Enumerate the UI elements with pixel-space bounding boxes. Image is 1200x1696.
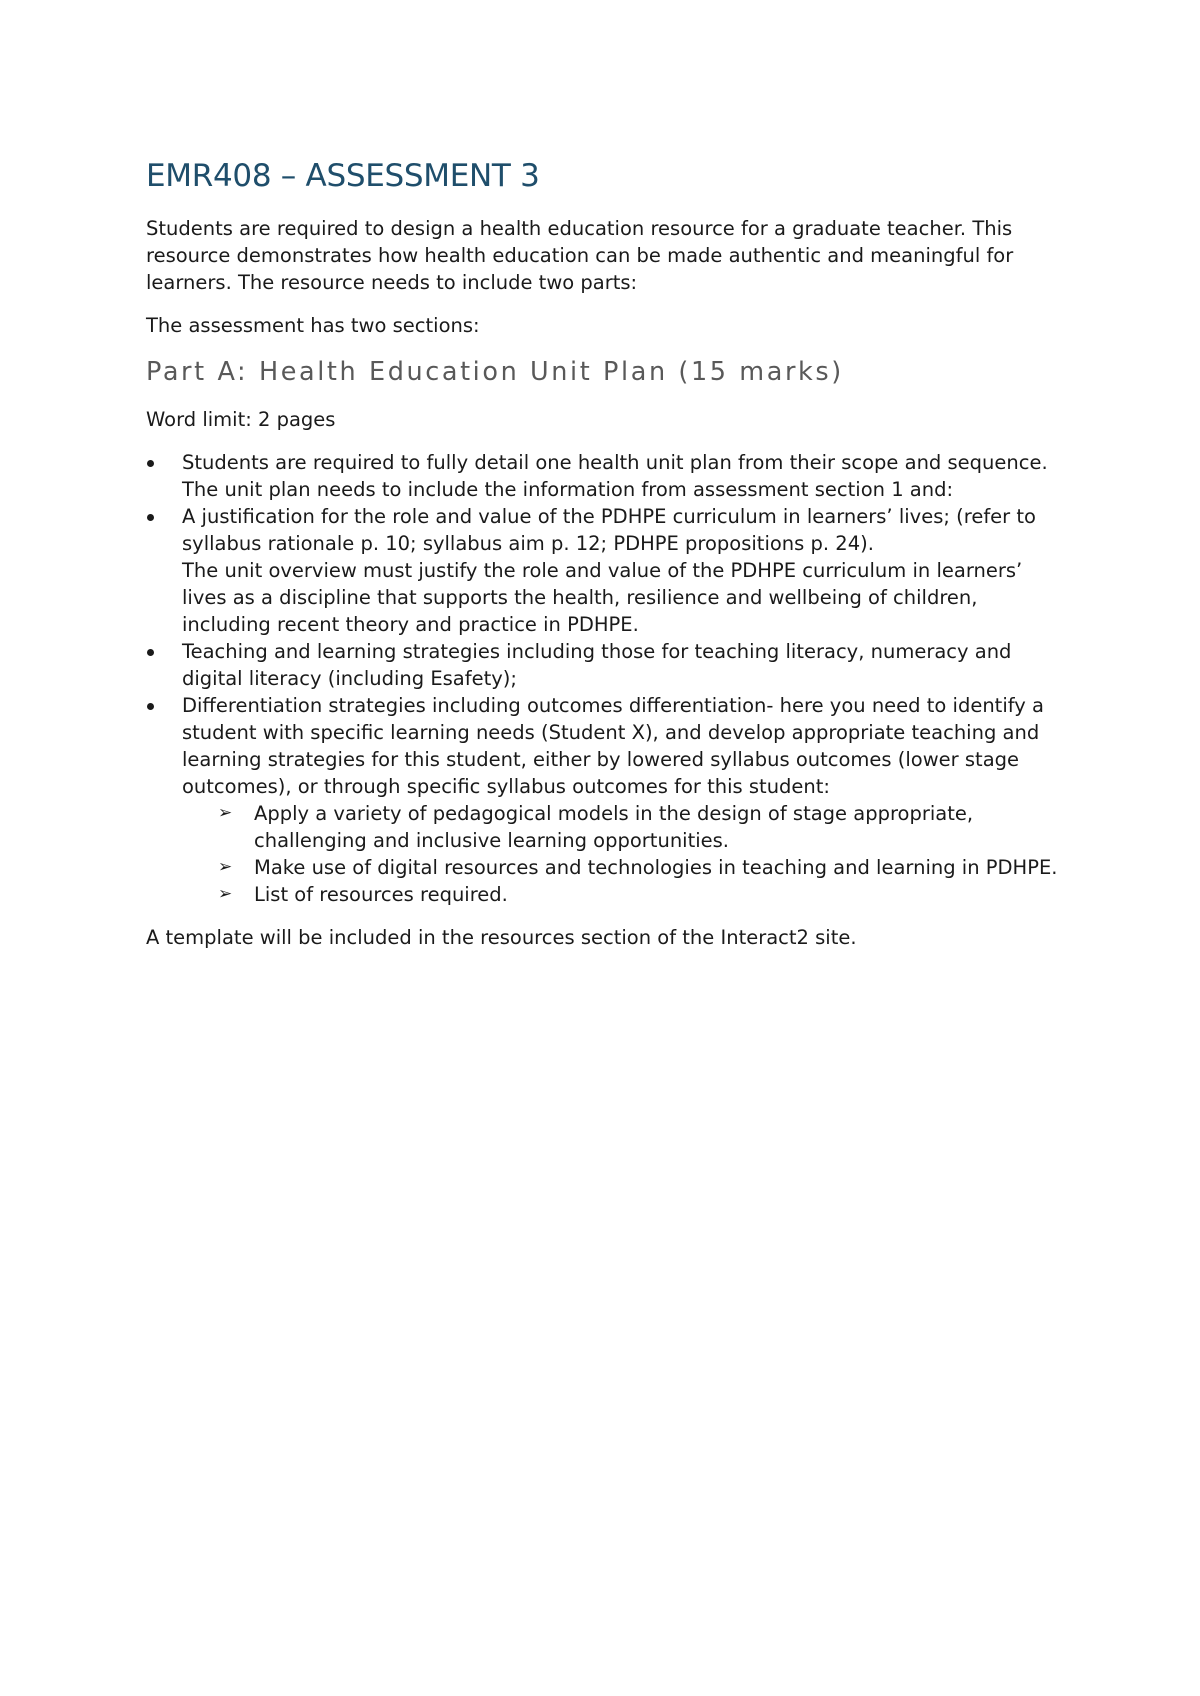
- arrow-bullet-icon: ➢: [218, 802, 233, 823]
- bullet-icon: [147, 703, 154, 710]
- bullet-icon: [147, 460, 154, 467]
- sub-list-item: [182, 854, 1066, 881]
- list-item: [146, 692, 1066, 908]
- list-item: [146, 503, 1066, 638]
- sub-list-item: [182, 881, 1066, 908]
- sub-list-item: [182, 800, 1066, 854]
- document-title: EMR408 – ASSESSMENT 3: [146, 158, 540, 194]
- list-item-text: Differentiation strategies including outcomes differentiation- here you need to identify a student with specific learning needs (Student X), and develop appropriate teaching and learning strategies for this student, either by lowered syllabus outcomes (lower stage outcomes), or through specific syllabus outcomes for this student:: [182, 693, 1044, 798]
- list-item: [146, 638, 1066, 692]
- sub-list-item-text: Apply a variety of pedagogical models in the design of stage appropriate, challenging and inclusive learning opportunities.: [254, 801, 974, 852]
- word-limit: Word limit: 2 pages: [146, 407, 336, 431]
- requirements-list: [146, 449, 1066, 908]
- list-item: [146, 449, 1066, 503]
- list-item-text: Teaching and learning strategies including those for teaching literacy, numeracy and digital literacy (including Esafety);: [182, 639, 1012, 690]
- list-item-text: A justification for the role and value of the PDHPE curriculum in learners’ lives; (refer to syllabus rationale p. 10; syllabus aim p. 12; PDHPE propositions p. 24).: [182, 504, 1036, 555]
- intro-paragraph: Students are required to design a health education resource for a graduate teacher. This resource demonstrates how health education can be made authentic and meaningful for learners. The resource needs to include two parts:: [146, 217, 1014, 295]
- bullet-icon: [147, 649, 154, 656]
- sub-list-item-text: Make use of digital resources and technologies in teaching and learning in PDHPE.: [254, 855, 1058, 879]
- document-page: [146, 158, 1066, 951]
- list-item-extra-text: The unit overview must justify the role and value of the PDHPE curriculum in learners’ lives as a discipline that supports the health, resilience and wellbeing of children, including recent theory and practice in PDHPE.: [182, 558, 1023, 636]
- part-a-heading: Part A: Health Education Unit Plan (15 marks): [146, 357, 844, 388]
- bullet-icon: [147, 514, 154, 521]
- arrow-bullet-icon: ➢: [218, 883, 233, 904]
- list-item-text: Students are required to fully detail one health unit plan from their scope and sequence. The unit plan needs to include the information from assessment section 1 and:: [182, 450, 1048, 501]
- sub-requirements-list: [182, 800, 1066, 908]
- sub-list-item-text: List of resources required.: [254, 882, 508, 906]
- template-note: A template will be included in the resources section of the Interact2 site.: [146, 925, 857, 949]
- sections-note: The assessment has two sections:: [146, 314, 480, 338]
- arrow-bullet-icon: ➢: [218, 856, 233, 877]
